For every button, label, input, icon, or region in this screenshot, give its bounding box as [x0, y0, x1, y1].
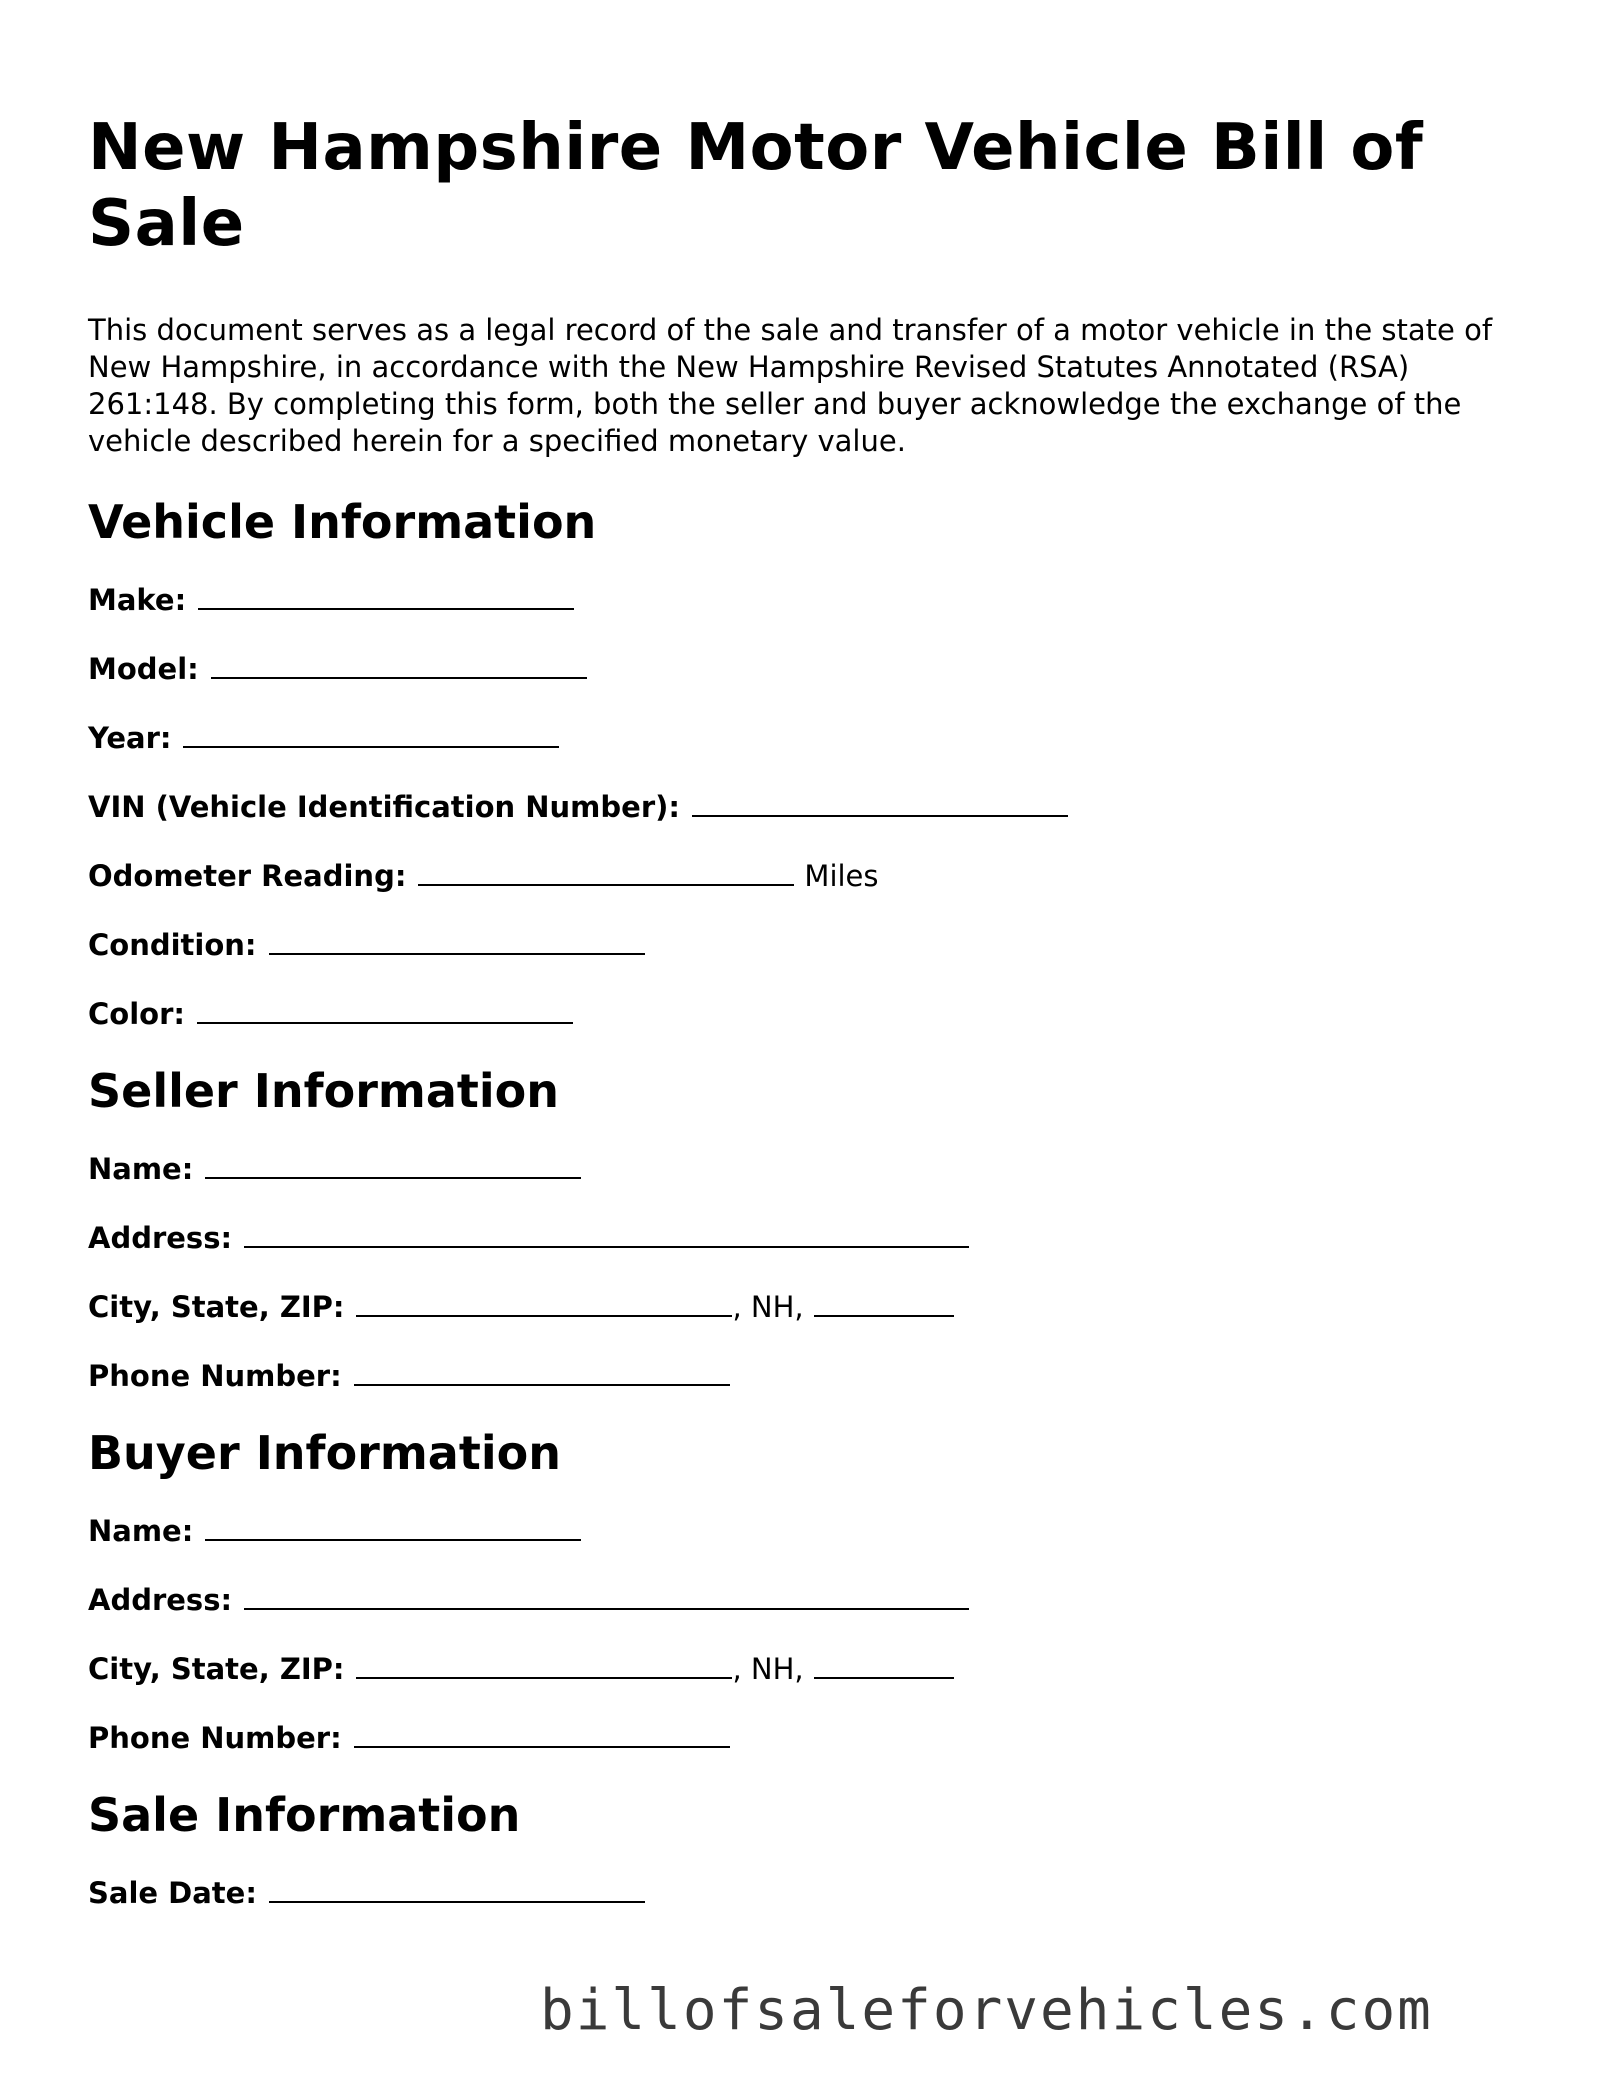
buyer-name-label: Name: [88, 1514, 194, 1548]
odometer-blank[interactable] [418, 862, 794, 886]
buyer-name-blank[interactable] [205, 1517, 581, 1541]
buyer-city-state-zip-field [88, 1649, 1528, 1689]
buyer-heading: Buyer Information [88, 1426, 561, 1480]
odometer-field [88, 856, 1528, 896]
seller-city-state-zip-field [88, 1287, 1528, 1327]
odometer-unit: Miles [804, 859, 879, 893]
vehicle-section [88, 494, 1528, 1034]
intro-paragraph: This document serves as a legal record of the sale and transfer of a motor vehicle in the state of New Hampshire, in accordance with the New Hampshire Revised Statutes Annotated (RSA) 261:148. By completing this form, both the seller and buyer acknowledge the exchange of the vehicle described herein for a specified monetary value. [88, 313, 1493, 458]
year-label: Year: [88, 721, 172, 755]
vin-field [88, 787, 1528, 827]
seller-heading: Seller Information [88, 1064, 560, 1118]
seller-zip-blank[interactable] [814, 1293, 954, 1317]
buyer-address-blank[interactable] [244, 1586, 969, 1610]
watermark: billofsaleforvehicles.com [540, 1978, 1433, 2043]
buyer-section [88, 1425, 1528, 1758]
model-field [88, 649, 1528, 689]
condition-field [88, 925, 1528, 965]
sale-heading: Sale Information [88, 1788, 521, 1842]
vin-label: VIN (Vehicle Identification Number): [88, 790, 680, 824]
buyer-state-text: , NH, [732, 1652, 804, 1686]
seller-name-blank[interactable] [205, 1155, 581, 1179]
buyer-city-state-zip-label: City, State, ZIP: [88, 1652, 345, 1686]
model-blank[interactable] [211, 655, 587, 679]
buyer-address-label: Address: [88, 1583, 233, 1617]
buyer-phone-blank[interactable] [354, 1724, 730, 1748]
odometer-label: Odometer Reading: [88, 859, 407, 893]
buyer-phone-field [88, 1718, 1528, 1758]
color-blank[interactable] [197, 1000, 573, 1024]
buyer-phone-label: Phone Number: [88, 1721, 342, 1755]
year-blank[interactable] [183, 724, 559, 748]
seller-address-label: Address: [88, 1221, 233, 1255]
buyer-address-field [88, 1580, 1528, 1620]
sale-date-label: Sale Date: [88, 1876, 257, 1910]
model-label: Model: [88, 652, 199, 686]
sale-date-field [88, 1873, 1528, 1913]
seller-phone-blank[interactable] [354, 1362, 730, 1386]
seller-state-text: , NH, [732, 1290, 804, 1324]
seller-address-blank[interactable] [244, 1224, 969, 1248]
buyer-name-field [88, 1511, 1528, 1551]
seller-phone-field [88, 1356, 1528, 1396]
document-page [88, 110, 1528, 1942]
color-label: Color: [88, 997, 185, 1031]
sale-section [88, 1787, 1528, 1913]
document-title: New Hampshire Motor Vehicle Bill of Sale [88, 111, 1424, 261]
seller-city-state-zip-label: City, State, ZIP: [88, 1290, 345, 1324]
seller-address-field [88, 1218, 1528, 1258]
buyer-city-blank[interactable] [356, 1655, 732, 1679]
make-field [88, 580, 1528, 620]
make-label: Make: [88, 583, 187, 617]
condition-label: Condition: [88, 928, 257, 962]
color-field [88, 994, 1528, 1034]
make-blank[interactable] [198, 586, 574, 610]
sale-date-blank[interactable] [269, 1879, 645, 1903]
buyer-zip-blank[interactable] [814, 1655, 954, 1679]
seller-name-label: Name: [88, 1152, 194, 1186]
vin-blank[interactable] [692, 793, 1068, 817]
seller-phone-label: Phone Number: [88, 1359, 342, 1393]
vehicle-heading: Vehicle Information [88, 495, 597, 549]
seller-city-blank[interactable] [356, 1293, 732, 1317]
seller-section [88, 1063, 1528, 1396]
condition-blank[interactable] [269, 931, 645, 955]
year-field [88, 718, 1528, 758]
seller-name-field [88, 1149, 1528, 1189]
